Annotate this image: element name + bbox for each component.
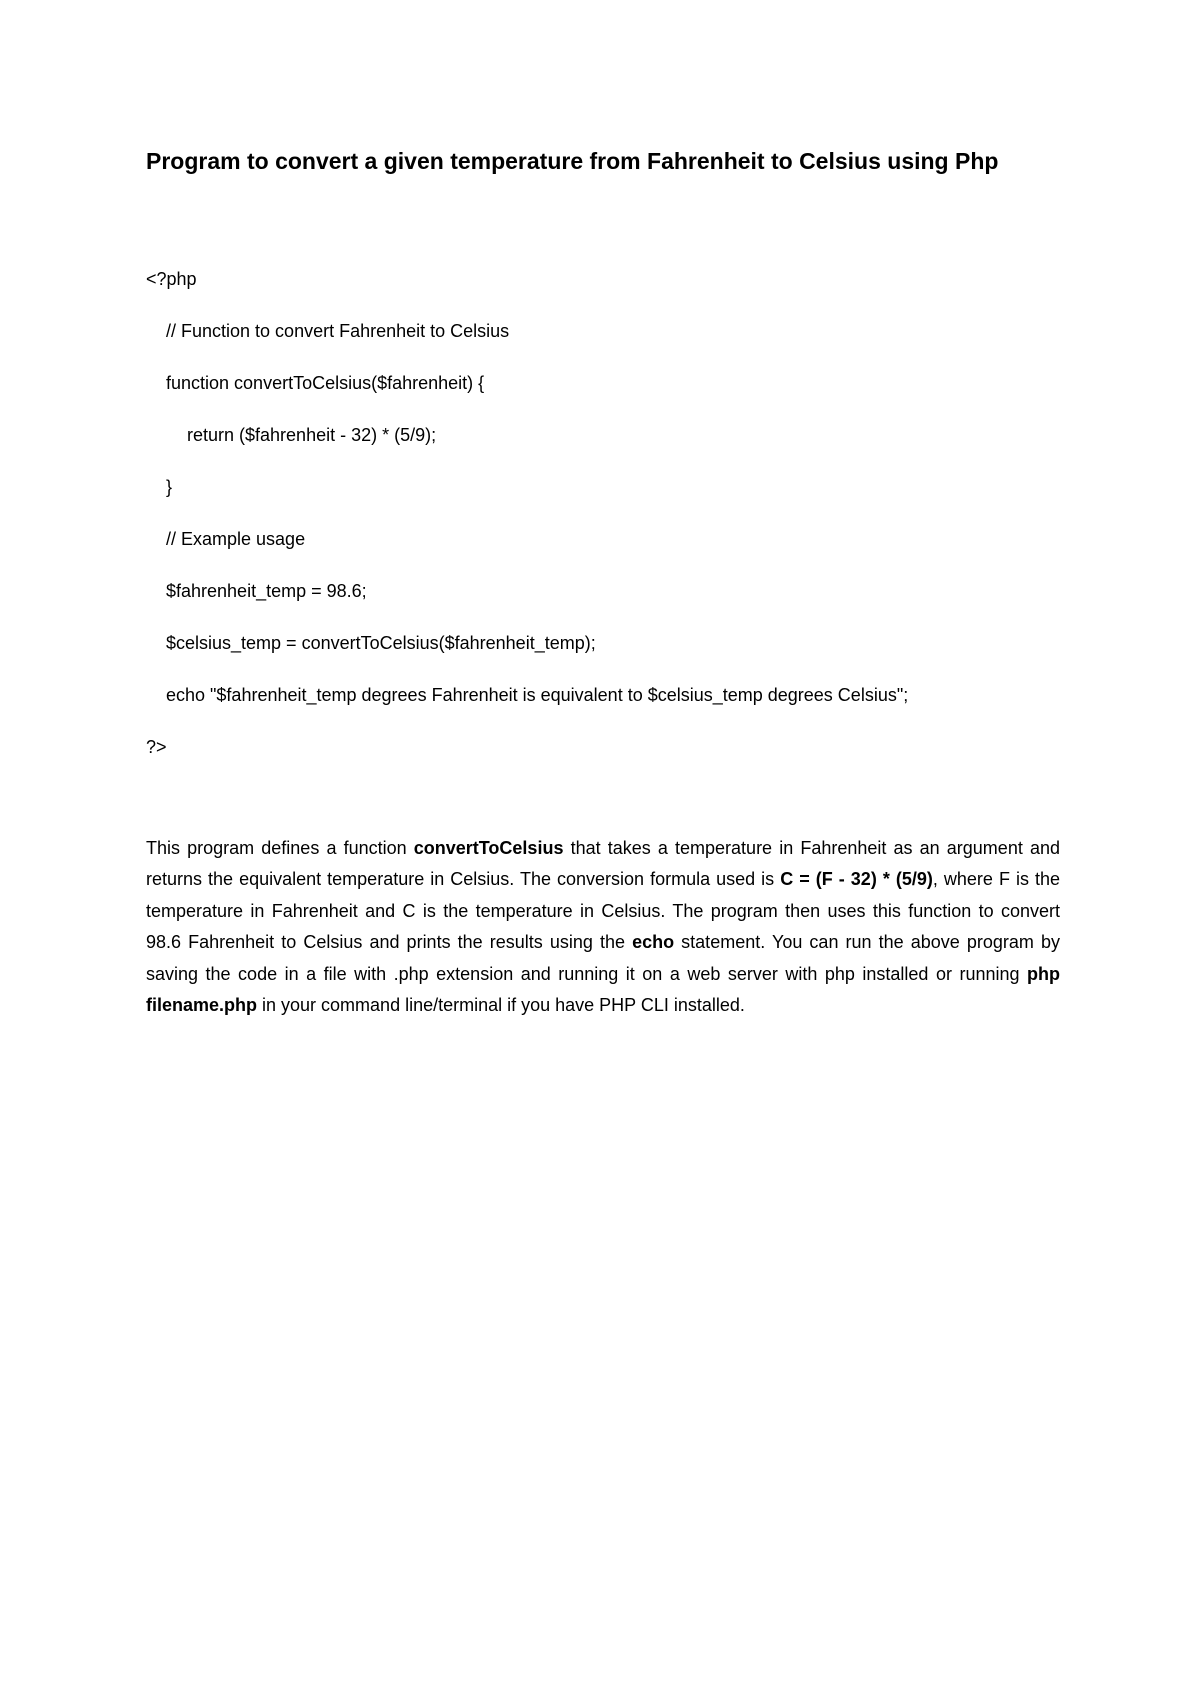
explanation-paragraph (146, 833, 1060, 1021)
code-line: // Function to convert Fahrenheit to Celsius (166, 321, 510, 341)
explanation-text: , where F is the temperature in Fahrenheit and C is the temperature in Celsius. The program then uses this function to convert 98.6 Fahrenheit to Celsius and prints the results using the (146, 869, 1061, 953)
code-line: $celsius_temp = convertToCelsius($fahrenheit_temp); (166, 633, 596, 653)
explanation-text: in your command line/terminal if you have PHP CLI installed. (257, 995, 745, 1016)
code-line: // Example usage (166, 529, 306, 549)
command-text: php filename.php (146, 963, 1060, 1016)
code-listing (146, 267, 1086, 787)
code-line: ?> (146, 737, 167, 757)
echo-keyword: echo (632, 932, 675, 953)
code-line: return ($fahrenheit - 32) * (5/9); (187, 425, 437, 445)
code-line: <?php (146, 269, 197, 289)
code-line: echo "$fahrenheit_temp degrees Fahrenheit is equivalent to $celsius_temp degrees Celsius"; (166, 685, 909, 705)
code-line: function convertToCelsius($fahrenheit) { (166, 373, 485, 393)
explanation-text: statement. You can run the above program by saving the code in a file with .php extension and running it on a web server with php installed or running (146, 932, 1060, 984)
explanation-text: that takes a temperature in Fahrenheit as an argument and returns the equivalent temperature in Celsius. The conversion formula used is (146, 838, 1060, 890)
function-name: convertToCelsius (413, 838, 564, 858)
code-line: $fahrenheit_temp = 98.6; (166, 581, 367, 601)
conversion-formula: C = (F - 32) * (5/9) (780, 869, 933, 890)
page-title: Program to convert a given temperature from Fahrenheit to Celsius using Php (146, 148, 999, 174)
code-line: } (166, 477, 173, 497)
explanation-text: This program defines a function (146, 838, 414, 858)
